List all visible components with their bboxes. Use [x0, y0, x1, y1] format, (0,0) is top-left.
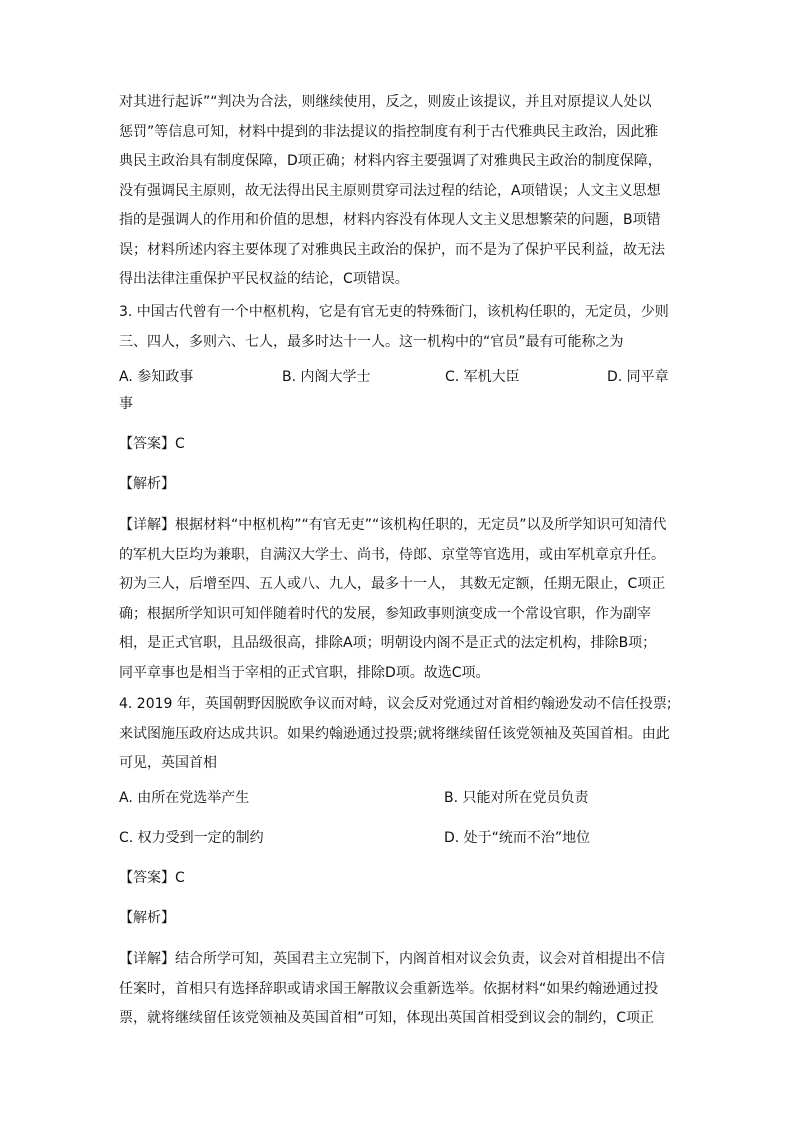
- question-4-option-c: C. 权力受到一定的制约: [119, 830, 264, 846]
- text-line: 任案时，首相只有选择辞职或请求国王解散议会重新选举。依据材料“如果约翰逊通过投: [119, 980, 659, 997]
- question-3-option-d-wrap: 事: [119, 396, 133, 412]
- question-4-detail: [119, 945, 675, 1034]
- text-line: 三、四人，多则六、七人，最多时达十一人。这一机构中的“官员”最有可能称之为: [119, 333, 624, 350]
- question-4-option-b: B. 只能对所在党员负责: [444, 790, 589, 806]
- question-4-option-a: A. 由所在党选举产生: [119, 790, 250, 806]
- text-line: 得出法律注重保护平民权益的结论，C项错误。: [119, 271, 409, 287]
- text-line: 误；材料所述内容主要体现了对雅典民主政治的保护，而不是为了保护平民利益，故无法: [119, 241, 665, 258]
- question-3-option-b: B. 内阁大学士: [282, 369, 371, 385]
- text-line: 同平章事也是相当于宰相的正式官职，排除D项。故选C项。: [119, 664, 490, 681]
- text-line: 没有强调民主原则，故无法得出民主原则贯穿司法过程的结论，A项错误；人文主义思想: [119, 182, 661, 199]
- text-line: 【详解】结合所学可知，英国君主立宪制下，内阁首相对议会负责，议会对首相提出不信: [119, 951, 665, 967]
- text-line: 确；根据所学知识可知伴随着时代的发展，参知政事则演变成一个常设官职，作为副宰: [119, 605, 651, 622]
- question-3-option-c: C. 军机大臣: [445, 369, 520, 385]
- question-3-option-a: A. 参知政事: [119, 369, 194, 385]
- question-3-option-d: D. 同平章: [607, 369, 669, 385]
- question-4-analysis-label: 【解析】: [119, 910, 175, 926]
- text-line: 惩罚”等信息可知，材料中提到的非法提议的指控制度有利于古代雅典民主政治，因此雅: [119, 123, 659, 140]
- text-line: 初为三人，后增至四、五人或八、九人，最多十一人， 其数无定额，任期无限止，C项正: [119, 576, 666, 592]
- text-line: 可见，英国首相: [119, 755, 217, 771]
- text-line: 对其进行起诉”“判决为合法，则继续使用，反之，则废止该提议，并且对原提议人处以: [119, 94, 652, 110]
- text-line: 典民主政治具有制度保障，D项正确；材料内容主要强调了对雅典民主政治的制度保障，: [119, 153, 662, 169]
- text-line: 4. 2019 年，英国朝野因脱欧争议而对峙，议会反对党通过对首相约翰逊发动不信任投票;: [119, 696, 672, 712]
- question-3-answer: 【答案】C: [119, 436, 185, 452]
- question-4-option-d: D. 处于“统而不治”地位: [444, 830, 591, 846]
- analysis-continuation: [119, 88, 675, 295]
- text-line: 3. 中国古代曾有一个中枢机构，它是有官无吏的特殊衙门，该机构任职的，无定员，少则: [119, 304, 669, 320]
- text-line: 指的是强调人的作用和价值的思想，材料内容没有体现人文主义思想繁荣的问题，B项错: [119, 212, 661, 228]
- question-3-analysis-label: 【解析】: [119, 476, 175, 492]
- question-3-stem: [119, 298, 675, 357]
- question-4-stem: [119, 690, 675, 779]
- question-3-detail: [119, 511, 675, 688]
- text-line: 票，就将继续留任该党领袖及英国首相”可知，体现出英国首相受到议会的制约，C项正: [119, 1010, 655, 1026]
- text-line: 相，是正式官职，且品级很高，排除A项；明朝设内阁不是正式的法定机构，排除B项；: [119, 635, 657, 651]
- text-line: 来试图施压政府达成共识。如果约翰逊通过投票;就将继续留任该党领袖及英国首相。由此: [119, 725, 670, 742]
- text-line: 【详解】根据材料“中枢机构”“有官无吏”“该机构任职的，无定员”以及所学知识可知清代: [119, 517, 667, 533]
- question-4-answer: 【答案】C: [119, 870, 185, 886]
- text-line: 的军机大臣均为兼职，自满汉大学士、尚书，侍郎、京堂等官选用，或由军机章京升任。: [119, 546, 665, 563]
